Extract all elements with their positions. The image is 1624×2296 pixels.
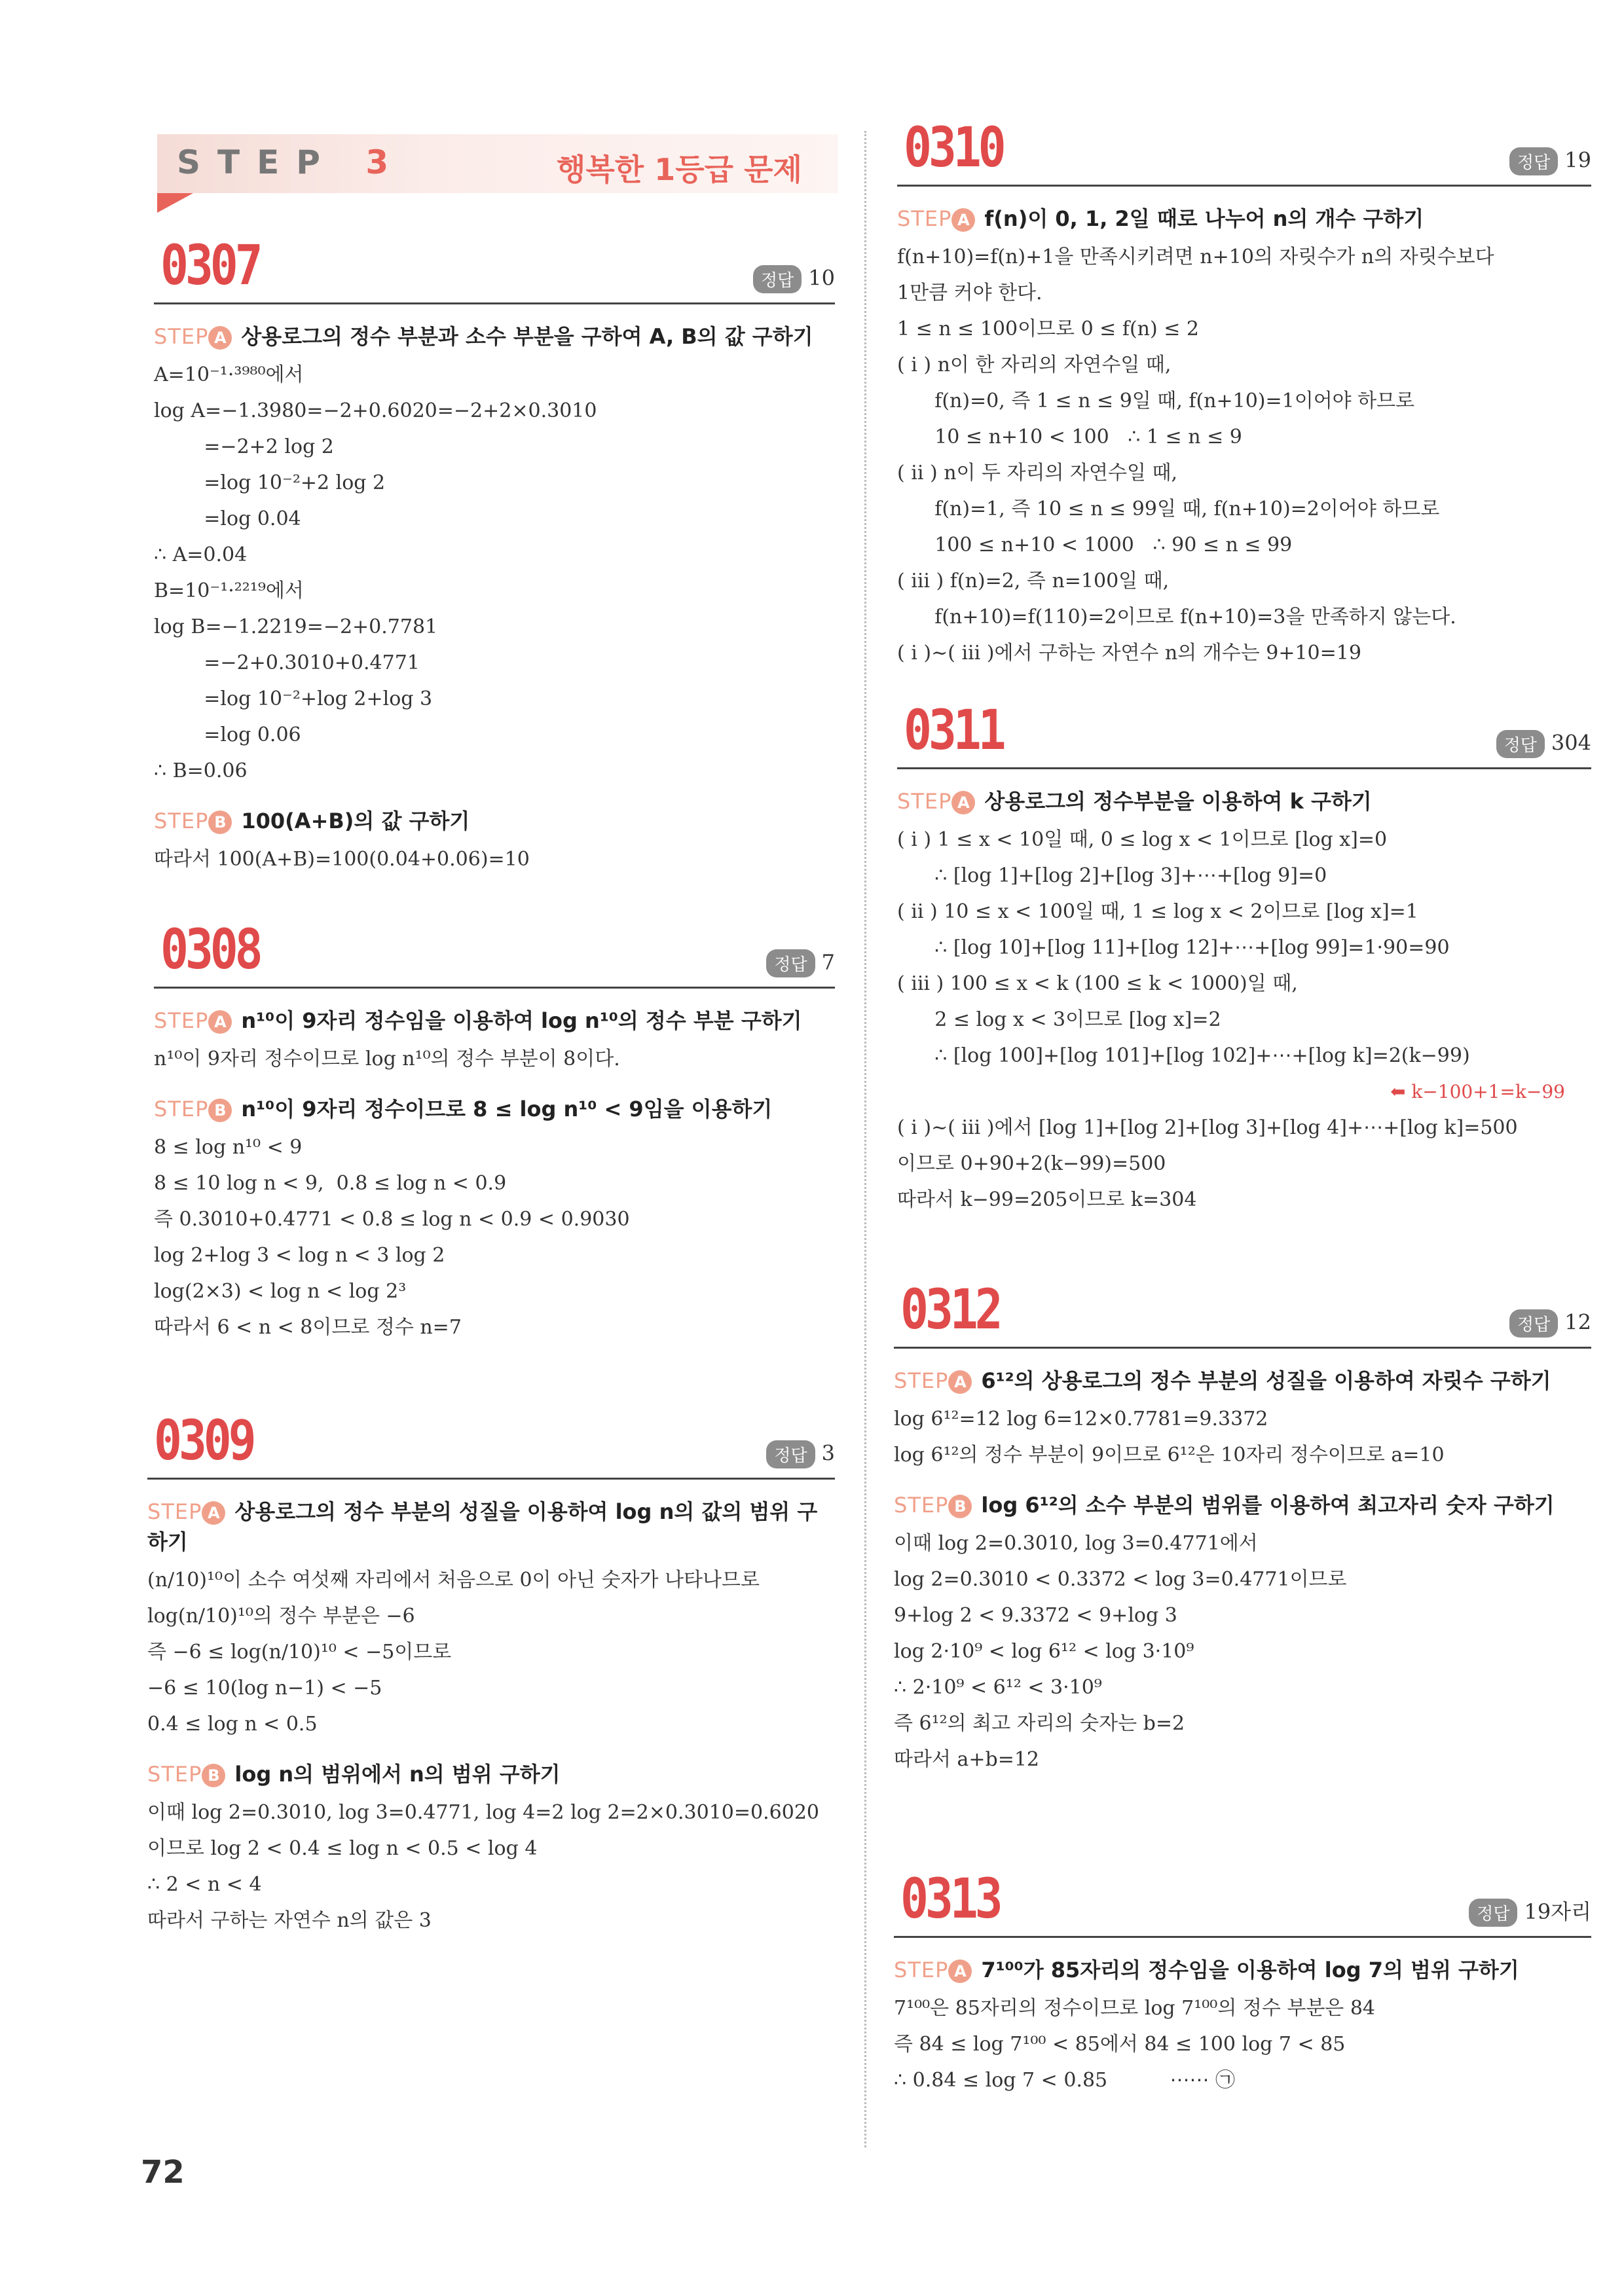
solution-line: f(n)=0, 즉 1 ≤ n ≤ 9일 때, f(n+10)=1이어야 하므로	[897, 390, 1415, 412]
solution-line: ( iii ) 100 ≤ x < k (100 ≤ k < 1000)일 때,	[897, 972, 1298, 995]
step-tag: STEP	[897, 789, 952, 814]
problem-0309	[147, 1408, 835, 1939]
solution-line: log 6¹²의 정수 부분이 9이므로 6¹²은 10자리 정수이므로 a=10	[894, 1444, 1445, 1467]
step-heading	[894, 1366, 1591, 1396]
answer-badge: 정답	[753, 265, 802, 293]
solution-line: 1만큼 커야 한다.	[897, 282, 1043, 304]
solution-line: =log 0.04	[154, 507, 301, 530]
step-letter-icon: A	[951, 791, 975, 814]
solution-lines	[897, 239, 1591, 671]
problem-header	[154, 917, 835, 989]
step-tag: STEP	[154, 809, 209, 833]
solution-line: f(n)=1, 즉 10 ≤ n ≤ 99일 때, f(n+10)=2이어야 하므로	[897, 498, 1440, 520]
problem-0308	[154, 917, 835, 1345]
step-heading	[147, 1759, 835, 1789]
problem-number: 0309	[154, 1408, 253, 1472]
answer-badge: 정답	[1509, 147, 1558, 175]
solution-line: ( ii ) n이 두 자리의 자연수일 때,	[897, 462, 1178, 484]
solution-line: ∴ 0.84 ≤ log 7 < 0.85 ⋯⋯ ㉠	[894, 2069, 1236, 2092]
step-letter-icon: A	[951, 208, 975, 232]
step-title: 상용로그의 정수 부분의 성질을 이용하여 log n의 값의 범위 구하기	[147, 1499, 818, 1554]
problem-number: 0308	[160, 917, 260, 981]
problem-header	[154, 233, 835, 304]
solution-line: ( i ) 1 ≤ x < 10일 때, 0 ≤ log x < 1이므로 [log x]=0	[897, 828, 1388, 851]
solution-line: 즉 6¹²의 최고 자리의 숫자는 b=2	[894, 1712, 1185, 1735]
solution-line: 8 ≤ log n¹⁰ < 9	[154, 1136, 303, 1159]
step-heading	[154, 321, 835, 352]
solution-line: 즉 84 ≤ log 7¹⁰⁰ < 85에서 84 ≤ 100 log 7 < 85	[894, 2033, 1346, 2056]
step-heading	[897, 204, 1591, 234]
solution-lines	[894, 1990, 1591, 2098]
step-letter-icon: B	[208, 811, 232, 834]
solution-lines	[147, 1562, 835, 1742]
solution-line: ( i )~( iii )에서 구하는 자연수 n의 개수는 9+10=19	[897, 642, 1361, 665]
step-tag: STEP	[894, 1958, 949, 1982]
step-heading	[147, 1497, 835, 1557]
answer-box	[766, 1440, 835, 1468]
solution-line: =log 10⁻²+log 2+log 3	[154, 687, 433, 710]
solution-line: 1 ≤ n ≤ 100이므로 0 ≤ f(n) ≤ 2	[897, 318, 1199, 340]
step-title: n¹⁰이 9자리 정수이므로 8 ≤ log n¹⁰ < 9임을 이용하기	[241, 1097, 773, 1121]
answer-badge: 정답	[1496, 730, 1545, 758]
solution-line: =−2+2 log 2	[154, 435, 334, 458]
step-letter-icon: B	[208, 1099, 232, 1122]
answer-box	[1509, 1309, 1591, 1338]
solution-line: 100 ≤ n+10 < 1000 ∴ 90 ≤ n ≤ 99	[897, 534, 1293, 556]
solution-line: ( i ) n이 한 자리의 자연수일 때,	[897, 354, 1172, 376]
solution-lines	[154, 1129, 835, 1345]
problem-number: 0311	[904, 698, 1003, 762]
problem-header	[147, 1408, 835, 1480]
solution-lines	[894, 1525, 1591, 1777]
answer-box	[1496, 730, 1591, 758]
step-title: n¹⁰이 9자리 정수임을 이용하여 log n¹⁰의 정수 부분 구하기	[241, 1008, 802, 1033]
solution-line: 이므로 0+90+2(k−99)=500	[897, 1152, 1166, 1175]
solution-line: 따라서 a+b=12	[894, 1748, 1040, 1771]
solution-line: 즉 0.3010+0.4771 < 0.8 ≤ log n < 0.9 < 0.9030	[154, 1208, 630, 1231]
step-tag: STEP	[897, 206, 952, 231]
solution-line: 2 ≤ log x < 3이므로 [log x]=2	[897, 1008, 1221, 1031]
step-letter-icon: B	[948, 1495, 972, 1518]
solution-line: 이때 log 2=0.3010, log 3=0.4771에서	[894, 1532, 1258, 1555]
problem-0310	[897, 115, 1591, 671]
solution-line: ∴ [log 1]+[log 2]+[log 3]+⋯+[log 9]=0	[897, 864, 1327, 887]
solution-line: ( iii ) f(n)=2, 즉 n=100일 때,	[897, 570, 1170, 592]
column-divider	[864, 131, 866, 2147]
solution-lines	[894, 1401, 1591, 1473]
step-tag: STEP	[154, 324, 209, 349]
solution-line: 8 ≤ 10 log n < 9, 0.8 ≤ log n < 0.9	[154, 1172, 507, 1195]
solution-line: =log 10⁻²+2 log 2	[154, 471, 386, 494]
step-heading	[154, 806, 835, 836]
step-title: f(n)이 0, 1, 2일 때로 나누어 n의 개수 구하기	[984, 206, 1424, 231]
problem-0313	[894, 1867, 1591, 2098]
solution-lines	[154, 841, 835, 877]
solution-line: ∴ [log 10]+[log 11]+[log 12]+⋯+[log 99]=1·90=90	[897, 936, 1450, 959]
step-heading	[894, 1955, 1591, 1985]
solution-line: log 2+log 3 < log n < 3 log 2	[154, 1244, 445, 1267]
solution-lines	[154, 1041, 835, 1077]
problem-0312	[894, 1277, 1591, 1777]
step-title: 100(A+B)의 값 구하기	[241, 809, 470, 833]
step-letter-icon: A	[208, 1010, 232, 1034]
solution-line: =−2+0.3010+0.4771	[154, 651, 420, 674]
problem-header	[897, 698, 1591, 769]
answer-value: 12	[1564, 1309, 1591, 1335]
page-number: 72	[141, 2154, 185, 2191]
problem-number: 0312	[900, 1277, 1000, 1341]
solution-line: f(n+10)=f(n)+1을 만족시키려면 n+10의 자릿수가 n의 자릿수보다	[897, 246, 1494, 268]
problem-0311	[897, 698, 1591, 1218]
answer-box	[1509, 147, 1591, 175]
answer-badge: 정답	[1509, 1309, 1558, 1338]
step-tag: STEP	[894, 1493, 949, 1518]
step3-label: STEP 3	[177, 143, 406, 181]
answer-value: 19자리	[1524, 1899, 1591, 1924]
solution-line: ∴ 2 < n < 4	[147, 1873, 262, 1896]
solution-line: B=10⁻¹·²²¹⁹에서	[154, 579, 304, 602]
solution-line: A=10⁻¹·³⁹⁸⁰에서	[154, 363, 304, 386]
step-title: 7¹⁰⁰가 85자리의 정수임을 이용하여 log 7의 범위 구하기	[981, 1958, 1519, 1982]
solution-line: ∴ [log 100]+[log 101]+[log 102]+⋯+[log k]=2(k−99)	[897, 1044, 1470, 1067]
solution-line: n¹⁰이 9자리 정수이므로 log n¹⁰의 정수 부분이 8이다.	[154, 1048, 620, 1070]
solution-line: 7¹⁰⁰은 85자리의 정수이므로 log 7¹⁰⁰의 정수 부분은 84	[894, 1997, 1375, 2020]
solution-line: log A=−1.3980=−2+0.6020=−2+2×0.3010	[154, 399, 597, 422]
answer-badge: 정답	[766, 949, 815, 977]
solution-line: 이므로 log 2 < 0.4 ≤ log n < 0.5 < log 4	[147, 1837, 538, 1860]
answer-box	[1469, 1895, 1591, 1927]
step-letter-icon: A	[948, 1959, 972, 1983]
step-letter-icon: B	[202, 1764, 225, 1787]
solution-line: ( i )~( iii )에서 [log 1]+[log 2]+[log 3]+[log 4]+⋯+[log k]=500	[897, 1116, 1518, 1139]
step-title: log n의 범위에서 n의 범위 구하기	[234, 1762, 561, 1787]
solution-line: log 2·10⁹ < log 6¹² < log 3·10⁹	[894, 1640, 1194, 1663]
problem-header	[897, 115, 1591, 187]
step3-banner	[157, 134, 838, 193]
step-title: 상용로그의 정수부분을 이용하여 k 구하기	[984, 789, 1372, 814]
solution-line: ( ii ) 10 ≤ x < 100일 때, 1 ≤ log x < 2이므로 [log x]=1	[897, 900, 1418, 923]
problem-number: 0307	[160, 233, 260, 297]
solution-line: log(2×3) < log n < log 2³	[154, 1280, 407, 1303]
problem-number: 0310	[904, 115, 1003, 179]
step-letter-icon: A	[202, 1501, 225, 1525]
solution-line: 0.4 ≤ log n < 0.5	[147, 1713, 318, 1736]
answer-value: 304	[1551, 730, 1591, 756]
step-heading	[154, 1006, 835, 1036]
answer-badge: 정답	[1469, 1899, 1517, 1927]
step-heading	[897, 786, 1591, 816]
solution-line: log 2=0.3010 < 0.3372 < log 3=0.4771이므로	[894, 1568, 1347, 1591]
answer-value: 19	[1564, 147, 1591, 173]
solution-line: (n/10)¹⁰이 소수 여섯째 자리에서 처음으로 0이 아닌 숫자가 나타나므로	[147, 1569, 760, 1592]
step-heading	[894, 1490, 1591, 1520]
problem-0307	[154, 233, 835, 877]
problem-number: 0313	[900, 1867, 1000, 1931]
solution-line: log(n/10)¹⁰의 정수 부분은 −6	[147, 1605, 415, 1628]
solution-line: 이때 log 2=0.3010, log 3=0.4771, log 4=2 log 2=2×0.3010=0.6020	[147, 1801, 819, 1824]
solution-line: ∴ 2·10⁹ < 6¹² < 3·10⁹	[894, 1676, 1102, 1699]
solution-line: log B=−1.2219=−2+0.7781	[154, 615, 438, 638]
corner-triangle-icon	[157, 193, 193, 213]
solution-line: 따라서 k−99=205이므로 k=304	[897, 1188, 1197, 1211]
solution-line: 따라서 6 < n < 8이므로 정수 n=7	[154, 1316, 462, 1339]
solution-line: =log 0.06	[154, 723, 301, 746]
solution-line: f(n+10)=f(110)=2이므로 f(n+10)=3을 만족하지 않는다.	[897, 606, 1456, 629]
solution-line: −6 ≤ 10(log n−1) < −5	[147, 1677, 382, 1700]
solution-line: 10 ≤ n+10 < 100 ∴ 1 ≤ n ≤ 9	[897, 426, 1242, 448]
step-title: 6¹²의 상용로그의 정수 부분의 성질을 이용하여 자릿수 구하기	[981, 1368, 1551, 1393]
solution-line: 즉 −6 ≤ log(n/10)¹⁰ < −5이므로	[147, 1641, 452, 1664]
answer-value: 7	[821, 949, 835, 975]
side-note: ⬅ k−100+1=k−99	[1390, 1081, 1565, 1102]
section-title: 행복한 1등급 문제	[556, 152, 802, 187]
solution-line: log 6¹²=12 log 6=12×0.7781=9.3372	[894, 1408, 1268, 1430]
solution-line: ∴ A=0.04	[154, 543, 248, 566]
step-tag: STEP	[147, 1762, 202, 1787]
step-tag: STEP	[154, 1097, 209, 1121]
step-tag: STEP	[147, 1499, 202, 1524]
answer-value: 10	[808, 265, 835, 291]
solution-line: ∴ B=0.06	[154, 759, 248, 782]
answer-value: 3	[821, 1440, 835, 1466]
answer-box	[766, 949, 835, 977]
step-title: 상용로그의 정수 부분과 소수 부분을 구하여 A, B의 값 구하기	[241, 324, 813, 349]
step-heading	[154, 1094, 835, 1124]
step-letter-icon: A	[948, 1370, 972, 1394]
solution-line: 따라서 100(A+B)=100(0.04+0.06)=10	[154, 848, 530, 871]
solution-lines	[147, 1795, 835, 1939]
solution-line: 9+log 2 < 9.3372 < 9+log 3	[894, 1604, 1177, 1627]
problem-header	[894, 1867, 1591, 1938]
step-title: log 6¹²의 소수 부분의 범위를 이용하여 최고자리 숫자 구하기	[981, 1493, 1555, 1518]
step-letter-icon: A	[208, 326, 232, 350]
problem-header	[894, 1277, 1591, 1349]
step-tag: STEP	[894, 1368, 949, 1393]
answer-box	[753, 265, 835, 293]
solution-lines	[897, 822, 1591, 1218]
solution-line: 따라서 구하는 자연수 n의 값은 3	[147, 1909, 432, 1932]
step-tag: STEP	[154, 1008, 209, 1033]
answer-badge: 정답	[766, 1440, 815, 1468]
solution-lines	[154, 357, 835, 789]
